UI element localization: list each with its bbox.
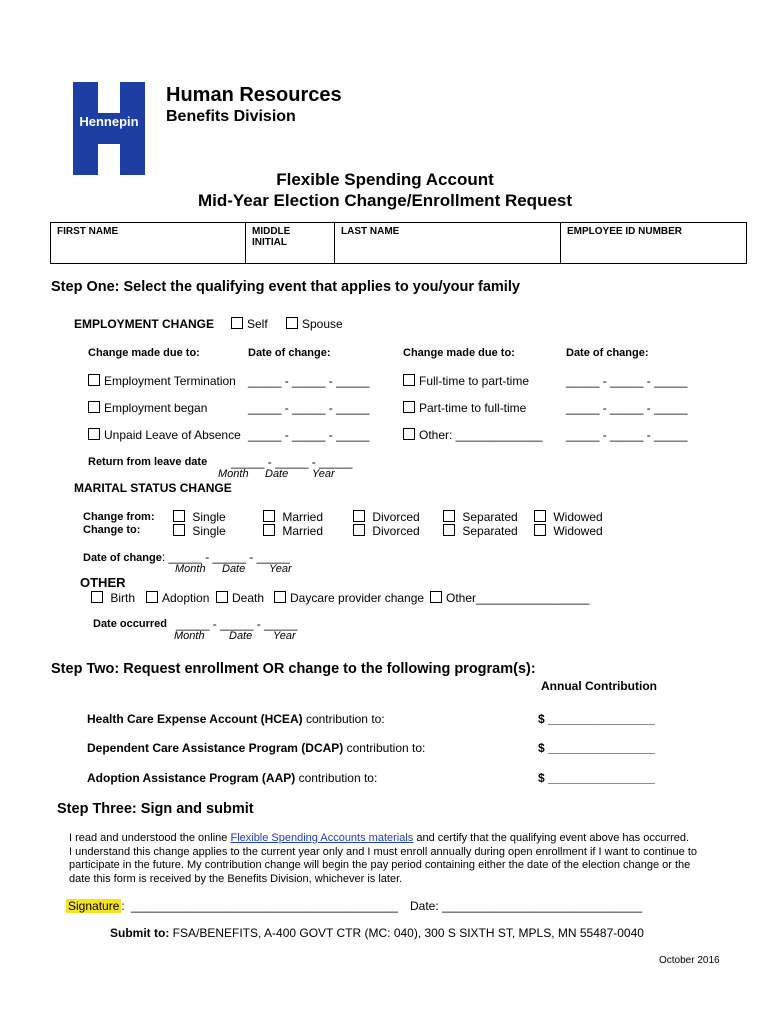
hcea-contribution-text: contribution to: (302, 712, 385, 726)
employment-other-option[interactable] (403, 428, 542, 442)
last-name-label: LAST NAME (341, 226, 400, 237)
date-field-fulltime-to-parttime[interactable]: _____ - _____ - _____ (566, 374, 688, 388)
to-divorced-option[interactable] (353, 524, 420, 538)
step-three-heading: Step Three: Sign and submit (57, 801, 254, 817)
death-checkbox[interactable] (216, 591, 228, 603)
first-name-label: FIRST NAME (57, 226, 119, 237)
date-occurred-field[interactable]: _____ - _____ - _____ (176, 617, 298, 631)
other-heading: OTHER (80, 575, 126, 590)
other-event-option[interactable] (430, 591, 589, 605)
date-field-employment-began[interactable]: _____ - _____ - _____ (248, 401, 370, 415)
signature-field[interactable]: ________________________________________ (131, 899, 398, 913)
submit-to-label: Submit to: (110, 926, 170, 940)
from-widowed-checkbox[interactable] (534, 510, 546, 522)
certification-line-4: date this form is received by the Benefits Division, whichever is later. (69, 873, 403, 885)
dcap-amount-field[interactable]: $ ________________ (538, 741, 655, 755)
employment-termination-checkbox[interactable] (88, 374, 100, 386)
annual-contribution-header: Annual Contribution (541, 679, 657, 693)
self-option[interactable] (231, 317, 268, 331)
to-widowed-checkbox[interactable] (534, 524, 546, 536)
date-field-unpaid-leave[interactable]: _____ - _____ - _____ (248, 428, 370, 442)
birth-checkbox[interactable] (91, 591, 103, 603)
from-separated-checkbox[interactable] (443, 510, 455, 522)
fulltime-to-parttime-label: Full-time to part-time (419, 374, 530, 388)
hcea-label: Health Care Expense Account (HCEA) (87, 712, 303, 726)
dcap-row (87, 741, 425, 755)
fulltime-to-parttime-option[interactable] (403, 374, 529, 388)
parttime-to-fulltime-label: Part-time to full-time (419, 401, 527, 415)
to-divorced-label: Divorced (372, 524, 420, 538)
employee-name-table (50, 222, 747, 264)
date-occurred-label: Date occurred (93, 618, 167, 630)
other-event-label: Other_________________ (446, 591, 590, 605)
employee-id-field[interactable] (561, 223, 746, 263)
certification-line-3: participate in the future. My contribution change will begin the pay period containing either the date of the election change or the (69, 859, 691, 871)
to-widowed-label: Widowed (553, 524, 603, 538)
to-married-label: Married (282, 524, 324, 538)
marital-month-sublabel: Month (175, 563, 206, 575)
org-subtitle: Benefits Division (166, 108, 296, 125)
date-of-change-header-left: Date of change: (248, 347, 331, 359)
first-name-field[interactable] (51, 223, 246, 263)
signature-date-field[interactable]: ______________________________ (442, 899, 643, 913)
occurred-year-sublabel: Year (273, 630, 296, 642)
to-single-checkbox[interactable] (173, 524, 185, 536)
to-widowed-option[interactable] (534, 524, 603, 538)
month-sublabel: Month (218, 468, 249, 480)
daycare-change-checkbox[interactable] (274, 591, 286, 603)
change-from-label: Change from: (83, 511, 155, 523)
submit-to-line (110, 926, 644, 940)
from-single-option[interactable] (173, 510, 226, 524)
dcap-contribution-text: contribution to: (343, 741, 426, 755)
from-single-checkbox[interactable] (173, 510, 185, 522)
certification-text-start: I read and understood the online (69, 832, 231, 844)
signature-label: Signature (68, 899, 120, 913)
adoption-option[interactable] (146, 591, 209, 605)
unpaid-leave-label: Unpaid Leave of Absence (104, 428, 241, 442)
return-from-leave-label: Return from leave date (88, 456, 208, 468)
from-separated-label: Separated (462, 510, 518, 524)
from-single-label: Single (192, 510, 226, 524)
aap-label: Adoption Assistance Program (AAP) (87, 771, 296, 785)
daycare-change-label: Daycare provider change (290, 591, 425, 605)
to-separated-label: Separated (462, 524, 518, 538)
unpaid-leave-option[interactable] (88, 428, 241, 442)
from-widowed-option[interactable] (534, 510, 603, 524)
marital-date-of-change-field[interactable]: : _____ - _____ - _____ (161, 550, 290, 564)
adoption-checkbox[interactable] (146, 591, 158, 603)
birth-label: Birth (110, 591, 136, 605)
adoption-label: Adoption (162, 591, 210, 605)
from-married-checkbox[interactable] (263, 510, 275, 522)
employment-began-option[interactable] (88, 401, 207, 415)
from-divorced-checkbox[interactable] (353, 510, 365, 522)
daycare-change-option[interactable] (274, 591, 424, 605)
date-field-employment-other[interactable]: _____ - _____ - _____ (566, 428, 688, 442)
to-single-label: Single (192, 524, 226, 538)
logo-text: Hennepin (79, 114, 139, 129)
hcea-amount-field[interactable]: $ ________________ (538, 712, 655, 726)
aap-contribution-text: contribution to: (295, 771, 378, 785)
fsa-materials-link[interactable]: Flexible Spending Accounts materials (230, 832, 414, 844)
unpaid-leave-checkbox[interactable] (88, 428, 100, 440)
death-label: Death (232, 591, 265, 605)
employment-termination-label: Employment Termination (104, 374, 236, 388)
change-due-to-header-left: Change made due to: (88, 347, 200, 359)
middle-initial-label: MIDDLE INITIAL (252, 226, 291, 248)
year-sublabel: Year (312, 468, 335, 480)
employee-id-label: EMPLOYEE ID NUMBER (567, 226, 683, 237)
employment-began-label: Employment began (104, 401, 208, 415)
from-married-label: Married (282, 510, 324, 524)
occurred-date-sublabel: Date (229, 630, 253, 642)
marital-year-sublabel: Year (269, 563, 292, 575)
step-one-heading: Step One: Select the qualifying event that applies to you/your family (51, 279, 520, 295)
step-two-heading: Step Two: Request enrollment OR change to the following program(s): (51, 661, 536, 677)
marital-date-sublabel: Date (222, 563, 246, 575)
parttime-to-fulltime-option[interactable] (403, 401, 526, 415)
self-label: Self (247, 317, 268, 331)
date-field-termination[interactable]: _____ - _____ - _____ (248, 374, 370, 388)
aap-amount-field[interactable]: $ ________________ (538, 771, 655, 785)
employment-change-label: EMPLOYMENT CHANGE (74, 317, 215, 331)
from-separated-option[interactable] (443, 510, 518, 524)
hcea-row (87, 712, 385, 726)
certification-line-1 (69, 832, 689, 844)
self-checkbox[interactable] (231, 317, 243, 329)
certification-line-2: I understand this change applies to the current year only and I must enroll annually during open enrollment if I want to continue to (69, 846, 697, 858)
marital-date-of-change[interactable] (83, 550, 290, 564)
from-widowed-label: Widowed (553, 510, 603, 524)
parttime-to-fulltime-checkbox[interactable] (403, 401, 415, 413)
employment-termination-option[interactable] (88, 374, 236, 388)
marital-status-change-label: MARITAL STATUS CHANGE (74, 481, 232, 495)
last-name-field[interactable] (335, 223, 561, 263)
birth-option[interactable] (91, 591, 135, 605)
date-field-parttime-to-fulltime[interactable]: _____ - _____ - _____ (566, 401, 688, 415)
signature-date-label: Date: (410, 899, 439, 913)
org-title: Human Resources (166, 84, 342, 106)
spouse-option[interactable] (286, 317, 343, 331)
other-event-checkbox[interactable] (430, 591, 442, 603)
occurred-month-sublabel: Month (174, 630, 205, 642)
from-divorced-label: Divorced (372, 510, 420, 524)
from-divorced-option[interactable] (353, 510, 420, 524)
death-option[interactable] (216, 591, 264, 605)
to-separated-option[interactable] (443, 524, 518, 538)
spouse-label: Spouse (302, 317, 343, 331)
to-single-option[interactable] (173, 524, 226, 538)
date-of-change-header-right: Date of change: (566, 347, 649, 359)
hennepin-logo (73, 82, 145, 175)
employment-other-label: Other: _____________ (419, 428, 543, 442)
middle-initial-field[interactable] (246, 223, 335, 263)
to-married-checkbox[interactable] (263, 524, 275, 536)
fulltime-to-parttime-checkbox[interactable] (403, 374, 415, 386)
employment-other-checkbox[interactable] (403, 428, 415, 440)
from-married-option[interactable] (263, 510, 323, 524)
submit-to-address: FSA/BENEFITS, A-400 GOVT CTR (MC: 040), 300 S SIXTH ST, MPLS, MN 55487-0040 (172, 926, 644, 940)
return-from-leave-date-field[interactable]: _____ - _____ - _____ (231, 455, 353, 469)
to-divorced-checkbox[interactable] (353, 524, 365, 536)
date-sublabel: Date (265, 468, 289, 480)
signature-colon: : (121, 899, 125, 913)
to-separated-checkbox[interactable] (443, 524, 455, 536)
certification-text-end: and certify that the qualifying event above has occurred. (413, 832, 690, 844)
form-title-line-2: Mid-Year Election Change/Enrollment Request (197, 191, 573, 210)
aap-row (87, 771, 377, 785)
spouse-checkbox[interactable] (286, 317, 298, 329)
dcap-label: Dependent Care Assistance Program (DCAP) (87, 741, 344, 755)
form-title-line-1: Flexible Spending Account (276, 170, 494, 189)
employment-began-checkbox[interactable] (88, 401, 100, 413)
revision-date: October 2016 (659, 955, 720, 966)
signature-label-group (66, 899, 125, 913)
change-to-label: Change to: (83, 524, 141, 536)
change-due-to-header-right: Change made due to: (403, 347, 515, 359)
to-married-option[interactable] (263, 524, 323, 538)
marital-date-of-change-label: Date of change (83, 552, 162, 564)
